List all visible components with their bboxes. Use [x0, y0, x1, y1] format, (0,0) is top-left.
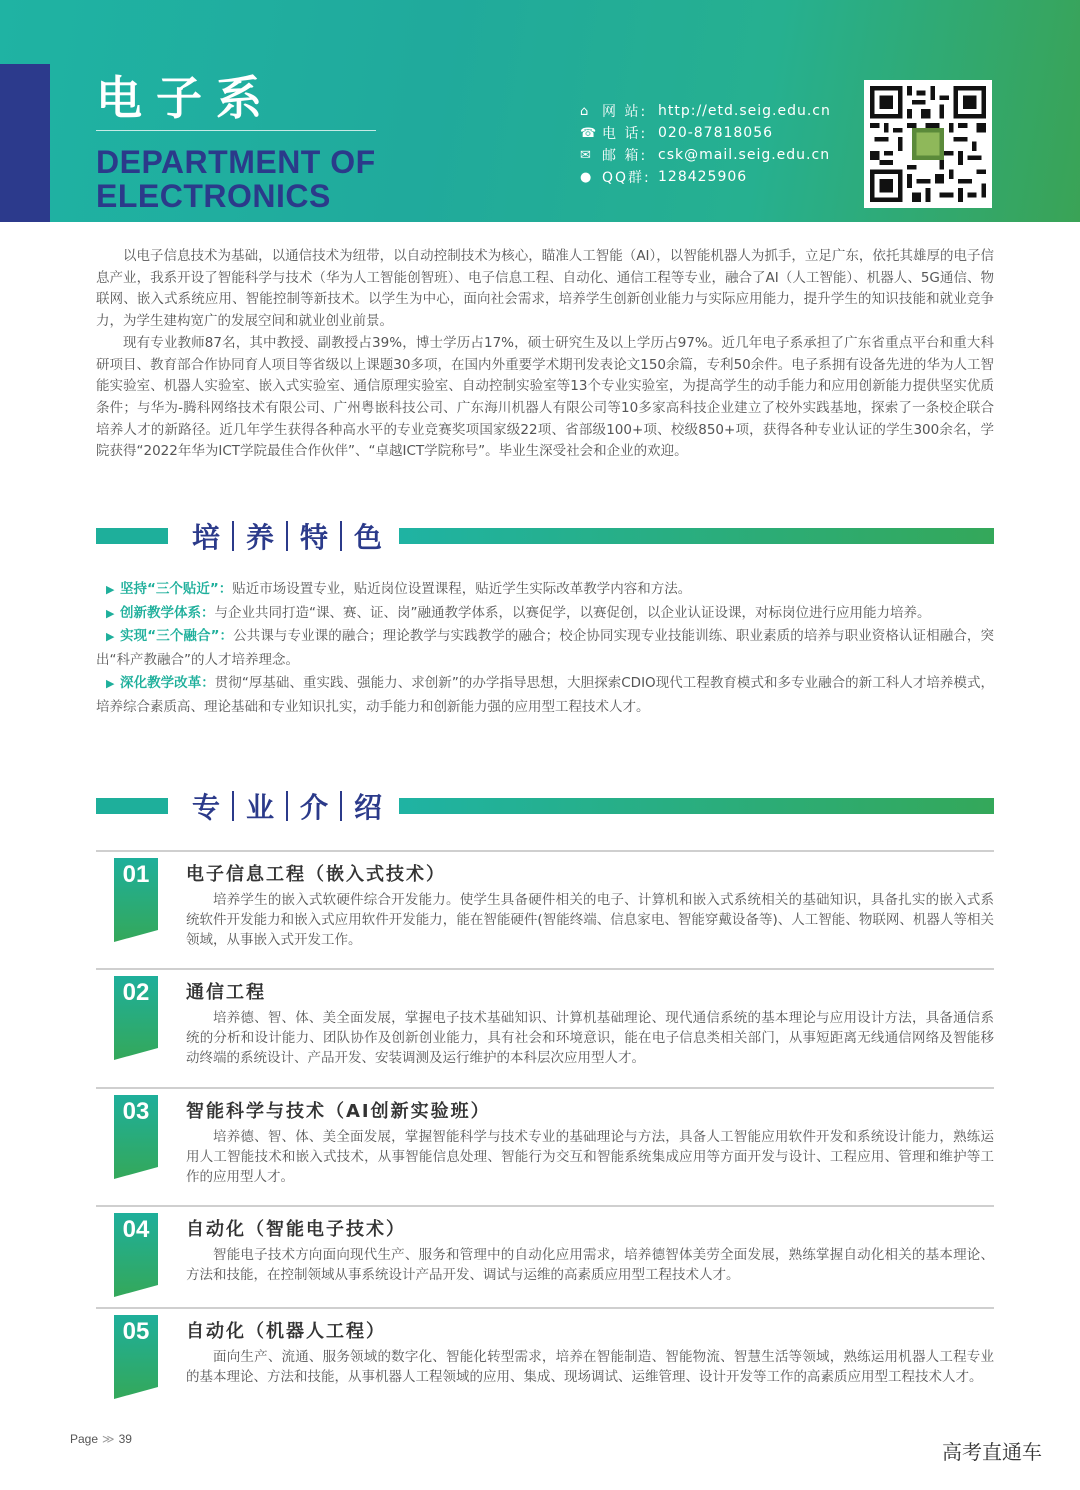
major-number: 05: [122, 1318, 150, 1345]
feature-title: 实现“三个融合”：: [120, 628, 234, 644]
major-title: 智能科学与技术（AI创新实验班）: [186, 1101, 491, 1122]
qr-code: [864, 80, 992, 208]
header-banner: [0, 0, 1080, 222]
section-title-char: 培: [191, 521, 220, 554]
major-number: 01: [122, 861, 150, 888]
home-icon: ⌂: [580, 103, 589, 119]
major-number: 02: [122, 979, 150, 1006]
feature-text: 贯彻“厚基础、重实践、强能力、求创新”的办学指导思想，大胆探索CDIO现代工程教育模式和多专业融合的新工科人才培养模式，培养综合素质高、理论基础和专业知识扎实，动手能力和创新能力强的应用型工程技术人才。: [96, 675, 994, 715]
contact-label: 电 话:: [602, 126, 648, 142]
major-divider: [96, 1205, 994, 1207]
feature-item: [96, 578, 994, 602]
intro-paragraph-1: 以电子信息技术为基础，以通信技术为纽带，以自动控制技术为核心，瞄准人工智能（AI），以智能机器人为抓手，立足广东，依托其雄厚的电子信息产业，我系开设了智能科学与技术（华为人工智能创智班）、电子信息工程、自动化、通信工程等专业，融合了AI（人工智能）、机器人、5G通信、物联网、嵌入式系统应用、智能控制等新技术。以学生为中心，面向社会需求，培养学生创新创业能力与实际应用能力，提升学生的知识技能和就业竞争力，为学生建构宽广的发展空间和就业创业前景。: [96, 248, 994, 330]
contact-website: [580, 100, 831, 122]
section-title-features: [188, 516, 386, 556]
section-title-char: 养: [245, 521, 274, 554]
contact-phone: [580, 122, 831, 144]
page-number: [70, 1432, 132, 1446]
major-description: 培养德、智、体、美全面发展，掌握电子技术基础知识、计算机基础理论、现代通信系统的基本理论与应用设计方法，具备通信系统的分析和设计能力、团队协作及创新创业能力，具有社会和环境意识，能在电子信息类相关部门，从事短距离无线通信网络及智能移动终端的系统设计、产品开发、安装调测及运行维护的本科层次应用型人才。: [186, 1010, 994, 1066]
section-title-majors: [188, 786, 386, 826]
major-description: 培养学生的嵌入式软硬件综合开发能力。使学生具备硬件相关的电子、计算机和嵌入式系统相关的基础知识，具备扎实的嵌入式系统软件开发能力和嵌入式应用软件开发能力，能在智能硬件(智能终端、信息家电、智能穿戴设备等)、人工智能、物联网、机器人等相关领域，从事嵌入式开发工作。: [186, 892, 994, 948]
triangle-bullet-icon: ▶: [106, 677, 115, 690]
feature-text: 与企业共同打造“课、赛、证、岗”融通教学体系，以赛促学，以赛促创，以企业认证设课，对标岗位进行应用能力培养。: [214, 604, 931, 621]
qr-code-icon: [870, 86, 986, 202]
feature-title: 坚持“三个贴近”：: [120, 581, 233, 597]
page-label: Page: [70, 1432, 99, 1446]
features-list: [96, 578, 994, 719]
major-title: 自动化（智能电子技术）: [186, 1219, 406, 1240]
title-separator: [278, 521, 296, 551]
page-num: 39: [118, 1432, 132, 1446]
feature-text: 公共课与专业课的融合；理论教学与实践教学的融合；校企协同实现专业技能训练、职业素质的培养与职业资格认证相融合，突出“科产教融合”的人才培养理念。: [96, 628, 995, 668]
triangle-bullet-icon: ▶: [106, 583, 115, 596]
title-separator: [224, 521, 242, 551]
section-bar-right: [399, 798, 994, 814]
contact-label: 网 站:: [602, 104, 648, 120]
major-number: 03: [122, 1098, 150, 1125]
major-item: [96, 968, 994, 1086]
major-item: [96, 1307, 994, 1417]
contact-info: [580, 100, 831, 188]
phone-number: 020-87818056: [658, 125, 774, 141]
section-title-char: 介: [299, 791, 328, 824]
major-divider: [96, 850, 994, 852]
major-description: 培养德、智、体、美全面发展，掌握智能科学与技术专业的基础理论与方法，具备人工智能应用软件开发和系统设计能力，熟练运用人工智能技术和嵌入式技术，从事智能信息处理、智能行为交互和智能系统集成应用等方面开发与设计、工程应用、管理和维护等工作的应用型人才。: [186, 1129, 994, 1185]
feature-item: [96, 625, 994, 672]
title-separator: [278, 791, 296, 821]
qq-icon: ●: [580, 169, 592, 185]
title-divider: [96, 130, 376, 131]
title-separator: [224, 791, 242, 821]
section-bar-right: [399, 528, 994, 544]
title-separator: [332, 791, 350, 821]
section-bar-left: [96, 798, 168, 814]
major-item: [96, 850, 994, 966]
section-title-char: 色: [353, 521, 382, 554]
department-title-en: [96, 145, 376, 213]
double-chevron-icon: ≫: [102, 1432, 115, 1446]
department-title-cn: 电子系: [96, 71, 276, 125]
feature-item: [96, 602, 994, 626]
department-intro: [96, 246, 994, 463]
header-accent-stripe: [0, 64, 50, 222]
triangle-bullet-icon: ▶: [106, 606, 115, 620]
section-header-features: [96, 516, 994, 556]
mail-icon: ✉: [580, 147, 591, 163]
contact-email: [580, 144, 831, 166]
feature-title: 深化教学改革：: [120, 675, 215, 691]
major-title: 通信工程: [186, 982, 266, 1003]
title-en-line1: DEPARTMENT OF: [96, 144, 376, 180]
website-link[interactable]: http://etd.seig.edu.cn: [658, 103, 831, 119]
major-title: 自动化（机器人工程）: [186, 1321, 386, 1342]
feature-title: 创新教学体系：: [120, 604, 215, 621]
major-divider: [96, 1087, 994, 1089]
major-description: 面向生产、流通、服务领域的数字化、智能化转型需求，培养在智能制造、智能物流、智慧生活等领域，熟练运用机器人工程专业的基本理论、方法和技能，从事机器人工程领域的应用、集成、现场调试、运维管理、设计开发等工作的高素质应用型工程技术人才。: [186, 1349, 994, 1385]
section-title-char: 业: [245, 791, 274, 824]
triangle-bullet-icon: ▶: [106, 630, 115, 643]
contact-qq: [580, 166, 831, 188]
phone-icon: ☎: [580, 125, 597, 141]
contact-label: 邮 箱:: [602, 148, 648, 164]
feature-text: 贴近市场设置专业，贴近岗位设置课程，贴近学生实际改革教学内容和方法。: [232, 581, 692, 597]
major-title: 电子信息工程（嵌入式技术）: [186, 864, 446, 885]
major-description: 智能电子技术方向面向现代生产、服务和管理中的自动化应用需求，培养德智体美劳全面发展，熟练掌握自动化相关的基本理论、方法和技能，在控制领域从事系统设计产品开发、调试与运维的高素质应用型工程技术人才。: [186, 1247, 994, 1283]
section-title-char: 特: [299, 521, 328, 554]
section-header-majors: [96, 786, 994, 826]
major-divider: [96, 968, 994, 970]
major-divider: [96, 1307, 994, 1309]
qq-group-number: 128425906: [658, 169, 748, 185]
title-separator: [332, 521, 350, 551]
section-title-char: 绍: [353, 791, 382, 824]
title-en-line2: ELECTRONICS: [96, 178, 331, 214]
watermark: 高考直通车: [942, 1440, 1042, 1464]
section-bar-left: [96, 528, 168, 544]
intro-paragraph-2: 现有专业教师87名，其中教授、副教授占39%，博士学历占17%，硕士研究生及以上学历占97%。近几年电子系承担了广东省重点平台和重大科研项目、教育部合作协同育人项目等省级以上课题30多项，在国内外重要学术期刊发表论文150余篇，专利50余件。电子系拥有设备先进的华为人工智能实验室、机器人实验室、嵌入式实验室、通信原理实验室、自动控制实验室等13个专业实验室，为提高学生的动手能力和应用创新能力提供坚实优质条件；与华为-腾科网络技术有限公司、广州粤嵌科技公司、广东海川机器人有限公司等10多家高科技企业建立了校外实践基地，探索了一条校企联合培养人才的新路径。近几年学生获得各种高水平的专业竞赛奖项国家级22项、省部级100+项、校级850+项，获得各种专业认证的学生300余名，学院获得“2022年华为ICT学院最佳合作伙伴”、“卓越ICT学院称号”。毕业生深受社会和企业的欢迎。: [96, 334, 994, 460]
contact-label: QQ群:: [602, 170, 651, 186]
major-number: 04: [122, 1216, 150, 1243]
section-title-char: 专: [191, 791, 220, 824]
feature-item: [96, 672, 994, 719]
email-link[interactable]: csk@mail.seig.edu.cn: [658, 147, 831, 163]
major-item: [96, 1087, 994, 1205]
major-item: [96, 1205, 994, 1305]
